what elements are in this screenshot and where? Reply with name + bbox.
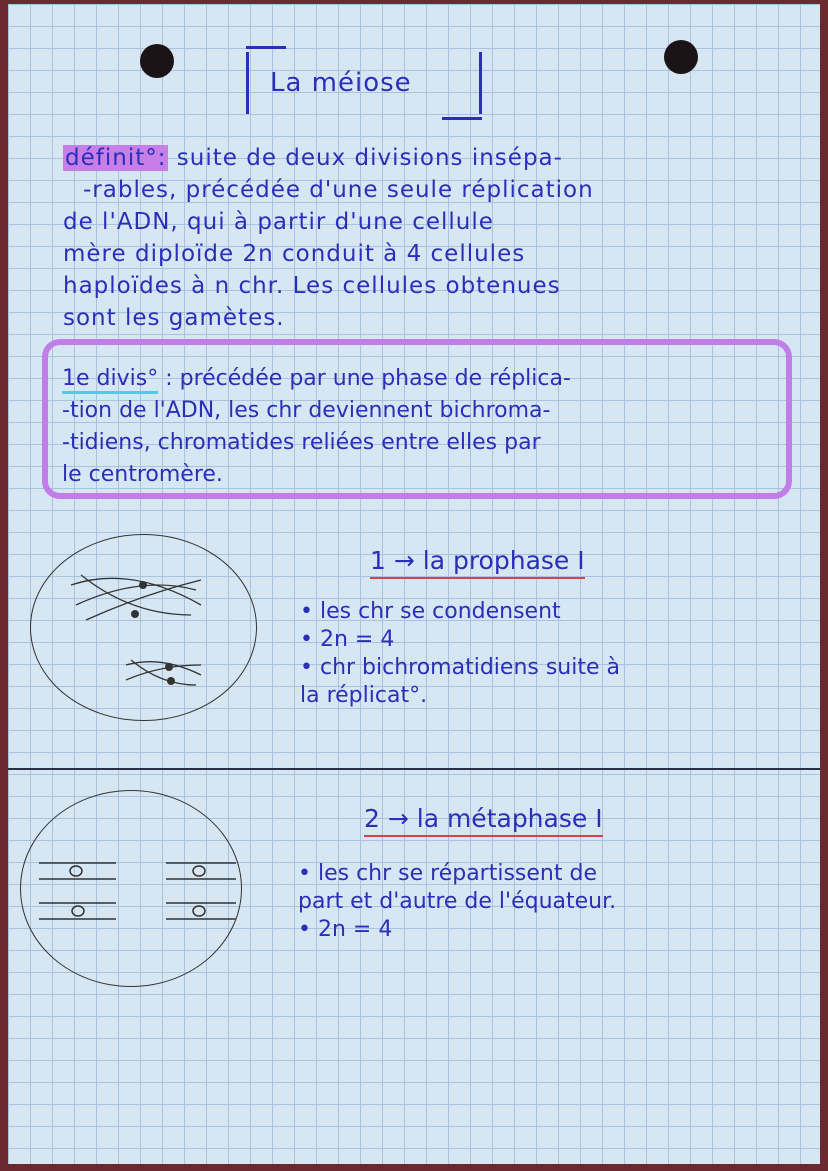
bullet: • 2n = 4 [298, 917, 393, 942]
phase-heading: 1 → la prophase I [370, 546, 585, 579]
phase-bullets [298, 860, 616, 944]
definition-label: définit°: [65, 145, 167, 171]
page-title: La méiose [270, 68, 412, 98]
bullet: • les chr se condensent [300, 599, 561, 624]
definition-line: de l'ADN, qui à partir d'une cellule [63, 209, 494, 235]
first-division-line: le centromère. [62, 462, 223, 487]
bullet: • 2n = 4 [300, 627, 395, 652]
first-division-box [42, 339, 792, 499]
definition-line: mère diploïde 2n conduit à 4 cellules [63, 241, 526, 267]
first-division-line: -tion de l'ADN, les chr deviennent bichroma- [62, 398, 551, 423]
first-division-label: 1e divis° [62, 366, 158, 394]
first-division-line: -tidiens, chromatides reliées entre elles par [62, 430, 541, 455]
definition-line: -rables, précédée d'une seule réplication [83, 177, 594, 203]
prophase-cell-drawing [30, 534, 257, 721]
chromosomes-icon [31, 535, 256, 720]
bullet: part et d'autre de l'équateur. [298, 889, 617, 914]
definition-line: suite de deux divisions insépa- [168, 145, 563, 171]
bullet: • chr bichromatidiens suite à [300, 655, 620, 680]
bullet: • les chr se répartissent de [298, 861, 597, 886]
punch-hole [140, 44, 174, 78]
phase-heading: 2 → la métaphase I [364, 804, 603, 837]
definition-line: sont les gamètes. [63, 305, 285, 331]
metaphase-cell-drawing [20, 790, 242, 987]
phase-bullets [300, 598, 620, 710]
bullet: la réplicat°. [300, 683, 428, 708]
section-divider [8, 768, 820, 770]
definition [63, 142, 594, 334]
notebook-page [8, 4, 820, 1164]
punch-hole [664, 40, 698, 74]
first-division-line: : précédée par une phase de réplica- [158, 366, 571, 391]
definition-line: haploïdes à n chr. Les cellules obtenues [63, 273, 561, 299]
chromosomes-icon [21, 791, 241, 986]
